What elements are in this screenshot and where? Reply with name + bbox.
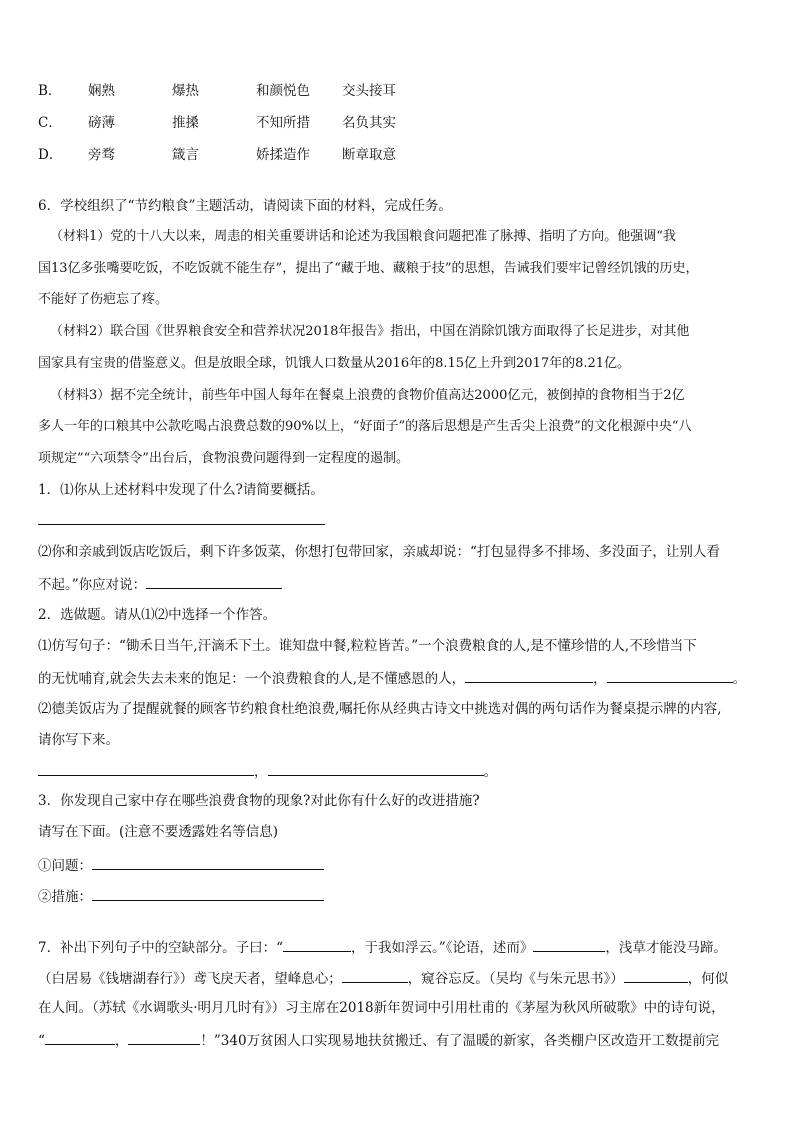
answer-blank[interactable] [92,886,324,901]
task-2a-line: ⑴仿写句子：“锄禾日当午,汗滴禾下土。谁知盘中餐,粒粒皆苦。”一个浪费粮食的人,是不懂珍惜的人,不珍惜当下 [38,638,697,654]
q7-text: ，于我如浮云。”《论语，述而》 [351,940,534,956]
option-word: 断章取意 [342,147,396,163]
answer-blank[interactable] [465,668,593,683]
task-1b-line: ⑵你和亲戚到饭店吃饭后，剩下许多饭菜，你想打包带回家，亲戚却说：“打包显得多不排场、多没面子，让别人看 [38,544,720,560]
q7-line: 在人间。（苏轼《水调歌头·明月几时有》）习主席在2018新年贺词中引用杜甫的《茅屋为秋风所破歌》中的诗句说， [38,1000,725,1016]
material-3-line: （材料3）据不完全统计，前些年中国人每年在餐桌上浪费的食物价值高达2000亿元，被倒掉的食物相当于2亿 [50,388,685,403]
q7-line [38,937,727,957]
option-letter: D． [38,147,63,163]
material-3-line: 多人一年的口粮其中公款吃喝占浪费总数的90%以上，“好面子”的落后思想是产生舌尖上浪费”的文化根源中央“八 [38,419,692,434]
task-3-measure [38,886,324,906]
option-word: 箴言 [172,147,199,163]
q7-text: ，窥谷忘反。（吴均《与朱元思书》） [407,971,624,987]
q7-text: “ [38,1033,45,1049]
option-word: 和颜悦色 [256,83,310,99]
task-1b-line [38,574,282,594]
option-word: 名负其实 [342,115,396,131]
q6-title: 6．学校组织了“节约粮食”主题活动，请阅读下面的材料，完成任务。 [38,198,452,214]
answer-blank[interactable] [146,574,282,589]
task-3-note: 请写在下面。(注意不要透露姓名等信息) [38,824,279,840]
material-1-line: （材料1）党的十八大以来，周恚的相关重要讲话和论述为我国粮食问题把准了脉搏、指明了方向。他强调“我 [50,229,676,244]
task-2a-text: 的无忧哺育,就会失去未来的饱足：一个浪费粮食的人,是不懂感恩的人， [38,671,466,687]
task-2b-answer [38,761,497,781]
option-word: 娴熟 [88,83,115,99]
material-3-line: 项规定”“六项禁令”出台后，食物浪费问题得到一定程度的遏制。 [38,451,409,466]
task-1-prompt: 1．⑴你从上述材料中发现了什么?请简要概括。 [38,482,324,498]
q7-text: ，何似 [687,971,729,987]
answer-line[interactable] [38,524,325,525]
answer-blank[interactable] [268,761,484,776]
option-word: 不知所措 [256,115,310,131]
answer-blank[interactable] [624,968,688,983]
q7-line [38,968,728,988]
material-1-line: 不能好了伤疤忘了疼。 [38,292,169,307]
answer-blank[interactable] [342,968,408,983]
option-word: 磅薄 [88,115,115,131]
answer-blank[interactable] [533,937,605,952]
material-2-line: 国家具有宝贵的借鉴意义。但是放眼全球，饥饿人口数量从2016年的8.15亿上升到2017年的8.21亿。 [38,356,631,371]
material-1-line: 国13亿多张嘴要吃饭，不吃饭就不能生存”，提出了“藏于地、藏粮于技”的思想，告诫我们要牢记曾经饥饿的历史， [38,261,699,276]
task-3-prompt: 3．你发现自己家中存在哪些浪费食物的现象?对此你有什么好的改进措施? [38,793,480,809]
answer-blank[interactable] [283,937,351,952]
option-letter: C． [38,115,62,131]
option-word: 爆热 [172,83,199,99]
q7-text: ，浅草才能没马蹄。 [605,940,727,956]
option-word: 交头接耳 [342,83,396,99]
option-b [38,82,396,100]
task-1b-text: 不起。”你应对说： [38,577,147,593]
task-2b-line: 请你写下来。 [38,732,119,748]
q7-text: （白居易《钱塘湖春行》）鸢飞戾天者，望峰息心； [38,971,342,987]
comma: ， [254,764,268,780]
option-letter: B． [38,83,62,99]
comma: ， [593,671,607,687]
problem-label: ①问题： [38,858,92,874]
answer-blank[interactable] [607,668,733,683]
option-word: 旁骛 [88,147,115,163]
option-word: 娇揉造作 [256,147,310,163]
period: 。 [732,671,747,687]
task-2-prompt: 2．选做题。请从⑴⑵中选择一个作答。 [38,607,277,623]
material-2-line: （材料2）联合国《世界粮食安全和营养状况2018年报告》指出，中国在消除饥饿方面取得了长足进步，对其他 [50,324,690,339]
q7-text: 7．补出下列句子中的空缺部分。子曰：“ [38,940,283,956]
task-2a-line [38,668,746,688]
measure-label: ②措施： [38,889,92,905]
task-2b-line: ⑵德美饭店为了提醒就餐的顾客节约粮食杜绝浪费,嘱托你从经典古诗文中挑选对偶的两句话作为餐桌提示牌的内容, [38,701,722,717]
answer-blank[interactable] [38,761,254,776]
option-c [38,114,396,132]
option-d [38,146,396,164]
q7-text: ， [114,1033,129,1049]
option-word: 推搡 [172,115,199,131]
answer-blank[interactable] [92,855,324,870]
q7-line [38,1030,719,1050]
q7-text: ！”340万贫困人口实现易地扶贫搬迁、有了温暖的新家，各类棚户区改造开工数提前完 [200,1033,720,1049]
answer-blank[interactable] [45,1030,115,1045]
answer-blank[interactable] [128,1030,200,1045]
task-3-problem [38,855,324,875]
period: 。 [483,764,497,780]
